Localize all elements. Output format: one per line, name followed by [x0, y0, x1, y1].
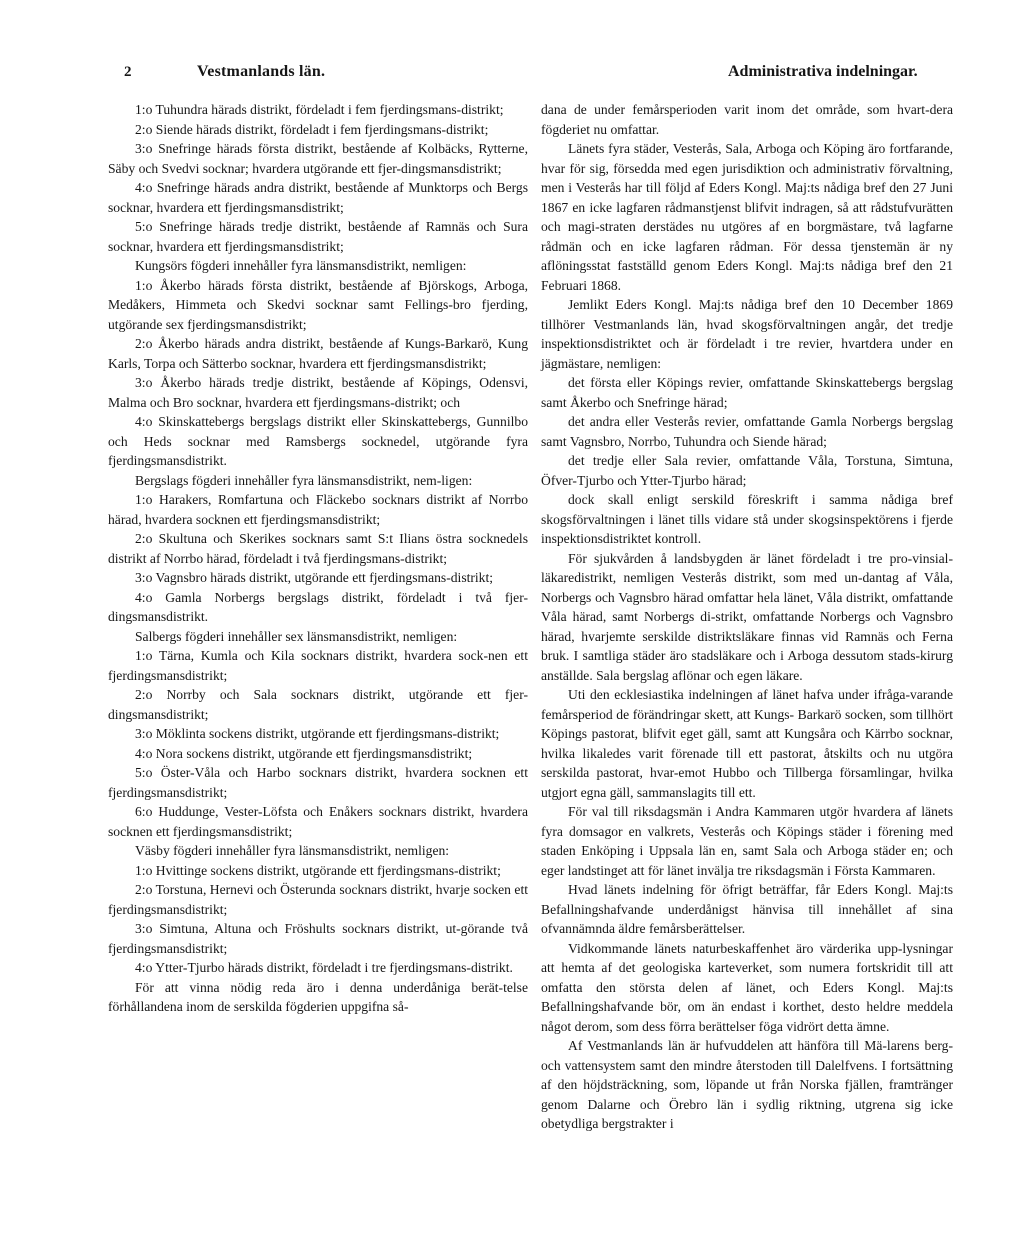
paragraph: Väsby fögderi innehåller fyra länsmansdistrikt, nemligen:: [135, 843, 450, 858]
paragraph: 2:o Torstuna, Hernevi och Österunda socknars distrikt, hvarje socken ett fjerdingsmansdistrikt;: [108, 882, 528, 917]
paragraph: 5:o Snefringe härads tredje distrikt, bestående af Ramnäs och Sura socknar, hvardera ett fjerdingsmansdistrikt;: [108, 219, 528, 254]
paragraph: 3:o Simtuna, Altuna och Fröshults socknars distrikt, ut-görande två fjerdingsmansdistrikt;: [108, 921, 528, 956]
paragraph: Kungsörs fögderi innehåller fyra länsmansdistrikt, nemligen:: [135, 258, 467, 273]
paragraph: 4:o Gamla Norbergs bergslags distrikt, fördeladt i två fjer-dingsmansdistrikt.: [108, 589, 528, 624]
paragraph: Hvad länets indelning för öfrigt beträffar, får Eders Kongl. Maj:ts Befallningshafvande underdånigst hänvisa till innehållet af sina ofvannämnda äldre femårsberättelser.: [541, 882, 953, 936]
paragraph: Uti den ecklesiastika indelningen af länet hafva under ifråga-varande femårsperiod de förändringar skett, att Kungs- Barkarö socken, som tillhört Köpings pastorat, blifvit eget gäll, samt att Kungsåra och Kärrbo socknar, hvilka likaledes varit förenade till ett pastorat, åtskilts och nu utgöra serskilda pastorat, hvar-emot Hubbo och Tillberga församlingar, hvilka utgjort egna gäll, sammanslagits till ett.: [541, 687, 953, 800]
paragraph: 1:o Harakers, Romfartuna och Fläckebo socknars distrikt af Norrbo härad, hvardera socknen ett fjerdingsmansdistrikt;: [108, 492, 528, 527]
paragraph: 2:o Åkerbo härads andra distrikt, bestående af Kungs-Barkarö, Kung Karls, Torpa och Sätterbo socknar, hvardera ett fjerdingsmansdistrikt;: [108, 336, 528, 371]
paragraph: det första eller Köpings revier, omfattande Skinskattebergs bergslag samt Åkerbo och Snefringe härad;: [541, 375, 953, 410]
paragraph: För sjukvården å landsbygden är länet fördeladt i tre pro-vinsial-läkaredistrikt, nemligen Vesterås distrikt, som med un-dantag af Våla, Norbergs och Vagnsbro härad omfattar hela länet, Våla distrikt, omfattande Våla härad, samt Norbergs di-strikt, omfattande Norbergs och Vagnsbro härad, hvarjemte serskilde distriktsläkare finnas vid Ramnäs och Ferna bruk. I samtliga städer äro stadsläkare och i Arboga dessutom stads-kirurg anställde. Sala bergslag aflönar och egen läkare.: [541, 550, 953, 683]
page-number: 2: [124, 64, 132, 80]
paragraph: det andra eller Vesterås revier, omfattande Gamla Norbergs bergslag samt Vagnsbro, Norrbo, Tuhundra och Siende härad;: [541, 414, 953, 449]
paragraph: 4:o Ytter-Tjurbo härads distrikt, fördeladt i tre fjerdingsmans-distrikt.: [135, 960, 513, 975]
paragraph: Länets fyra städer, Vesterås, Sala, Arboga och Köping äro fortfarande, hvar för sig, försedda med egen jurisdiktion och administrativ förvaltning, men i Vesterås har till följd af Eders Kongl. Maj:ts nådiga bref den 27 Juni 1867 en icke lagfaren rådmanstjenst blifvit indragen, så att rådstufvurätten och magi-straten derstädes nu utgöres af en borgmästare, två lagfarne rådmän och en icke lagfaren rådman. För dessa tjenstemän är ny aflöningsstat fastställd genom Eders Kongl. Maj:ts nådiga bref den 21 Februari 1868.: [541, 141, 953, 293]
paragraph: 3:o Snefringe härads första distrikt, bestående af Kolbäcks, Rytterne, Säby och Svedvi socknar; hvardera utgörande ett fjer-dingsmansdistrikt;: [108, 141, 528, 176]
paragraph: 4:o Snefringe härads andra distrikt, bestående af Munktorps och Bergs socknar, hvardera ett fjerdingsmansdistrikt;: [108, 180, 528, 215]
right-text-column: [541, 100, 953, 1134]
paragraph: För val till riksdagsmän i Andra Kammaren utgör hvardera af länets fyra domsagor en valkrets, Vesterås och Köpings städer i förening med staden Enköping i Uppsala län en, samt Sala och Arboga städer en; och eger landstinget att för länet invälja tre riksdagsmän i Första Kammaren.: [541, 804, 953, 878]
paragraph: det tredje eller Sala revier, omfattande Våla, Torstuna, Simtuna, Öfver-Tjurbo och Ytter-Tjurbo härad;: [541, 453, 953, 488]
paragraph: Salbergs fögderi innehåller sex länsmansdistrikt, nemligen:: [135, 628, 458, 644]
paragraph: 5:o Öster-Våla och Harbo socknars distrikt, hvardera socknen ett fjerdingsmansdistrikt;: [108, 765, 528, 800]
paragraph: 1:o Hvittinge sockens distrikt, utgörande ett fjerdingsmans-distrikt;: [135, 862, 501, 878]
paragraph: 3:o Åkerbo härads tredje distrikt, bestående af Köpings, Odensvi, Malma och Bro socknar, hvardera ett fjerdingsmans-distrikt; och: [108, 375, 528, 410]
paragraph: För att vinna nödig reda äro i denna underdåniga berät-telse förhållandena inom de serskilda fögderien uppgifna så-: [108, 979, 528, 1014]
paragraph: 4:o Skinskattebergs bergslags distrikt eller Skinskattebergs, Gunnilbo och Heds socknar med Ramsbergs socknedel, utgörande fyra fjerdingsmansdistrikt.: [108, 414, 528, 468]
paragraph: Jemlikt Eders Kongl. Maj:ts nådiga bref den 10 December 1869 tillhörer Vestmanlands län, hvad skogsförvaltningen angår, det tredje inspektionsdistriktet och är fördeladt i tre revier, hvartdera under en jägmästare, nemligen:: [541, 297, 953, 371]
paragraph: 1:o Tuhundra härads distrikt, fördeladt i fem fjerdingsmans-distrikt;: [135, 102, 504, 117]
paragraph: dana de under femårsperioden varit inom det område, som hvart-dera fögderiet nu omfattar.: [541, 102, 953, 137]
paragraph: 2:o Norrby och Sala socknars distrikt, utgörande ett fjer-dingsmansdistrikt;: [108, 687, 528, 722]
running-head-county: Vestmanlands län.: [197, 63, 326, 80]
paragraph: dock skall enligt serskild föreskrift i samma nådiga bref skogsförvaltningen i länet tills vidare stå under skogsinspektörens i fjerde inspektionsdistriktet kontroll.: [541, 492, 953, 546]
paragraph: Bergslags fögderi innehåller fyra länsmansdistrikt, nem-ligen:: [135, 472, 473, 488]
paragraph: 1:o Åkerbo härads första distrikt, bestående af Björskogs, Arboga, Medåkers, Himmeta och Skedvi socknar samt Fellings-bro fjerding, utgörande sex fjerdingsmansdistrikt;: [108, 277, 528, 332]
paragraph: Af Vestmanlands län är hufvuddelen att hänföra till Mä-larens berg- och vattensystem samt den mindre återstoden till Dalelfvens. I fortsättning af den höjdsträckning, som, löpande ut från Norska fjällen, framtränger genom Dalarne och Örebro län i sydlig riktning, utgrena sig icke obetydliga bergstrakter i: [541, 1038, 953, 1131]
running-head-section: Administrativa indelningar.: [728, 63, 918, 80]
paragraph: 3:o Vagnsbro härads distrikt, utgörande ett fjerdingsmans-distrikt;: [135, 570, 494, 585]
paragraph: 1:o Tärna, Kumla och Kila socknars distrikt, hvardera sock-nen ett fjerdingsmansdistrikt;: [108, 648, 528, 683]
paragraph: 2:o Siende härads distrikt, fördeladt i fem fjerdingsmans-distrikt;: [135, 121, 489, 137]
paragraph: Vidkommande länets naturbeskaffenhet äro värderika upp-lysningar att hemta af det geologiska karteverket, som numera fortskridit till att omfatta den största delen af länet, och Eders Kongl. Maj:ts Befallningshafvande bör, om än endast i korthet, desto heldre meddela något derom, som dess förra berättelser föga vidrört detta ämne.: [541, 940, 953, 1034]
paragraph: 2:o Skultuna och Skerikes socknars samt S:t Ilians östra socknedels distrikt af Norrbo härad, fördeladt i två fjerdingsmans-distrikt;: [108, 531, 528, 566]
left-text-column: [108, 100, 528, 1017]
paragraph: 3:o Möklinta sockens distrikt, utgörande ett fjerdingsmans-distrikt;: [135, 726, 500, 741]
paragraph: 4:o Nora sockens distrikt, utgörande ett fjerdingsmansdistrikt;: [135, 745, 473, 761]
paragraph: 6:o Huddunge, Vester-Löfsta och Enåkers socknars distrikt, hvardera socknen ett fjerdingsmansdistrikt;: [108, 804, 528, 839]
